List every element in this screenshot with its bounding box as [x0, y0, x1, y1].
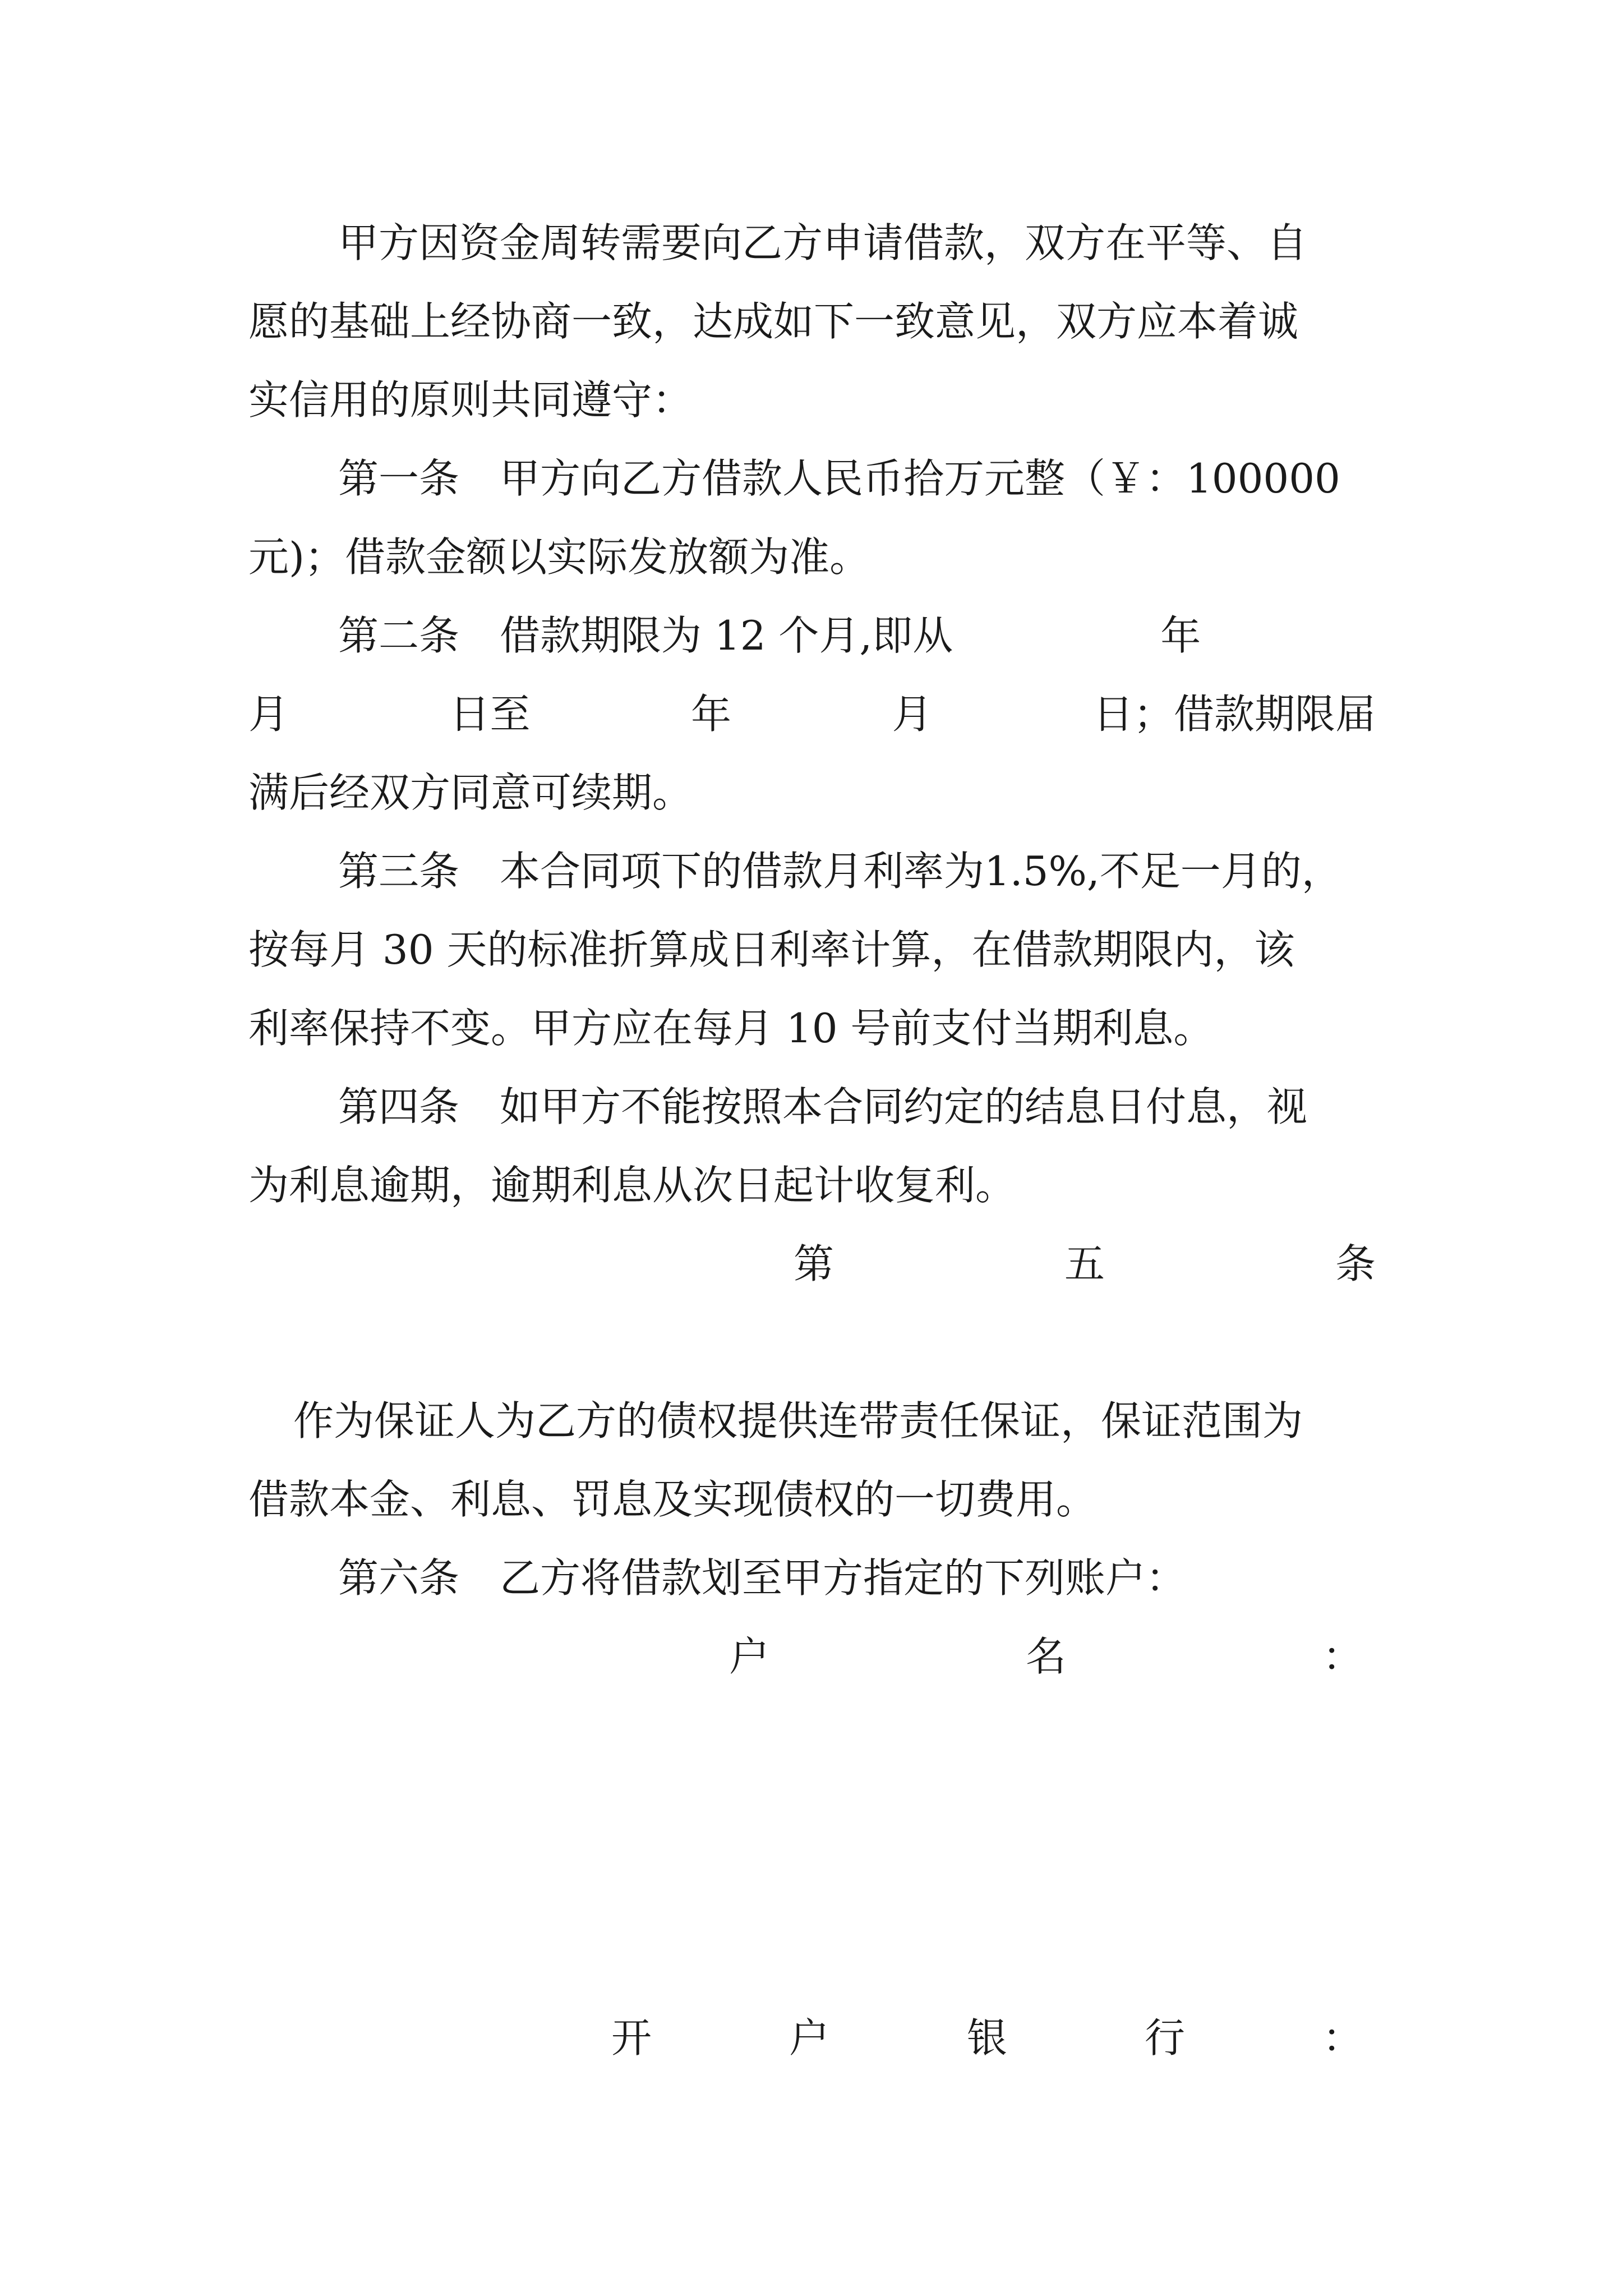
article-1-line-2: 元)；借款金额以实际发放额为准。 — [248, 533, 870, 581]
article-2-year-start: 年 — [1160, 612, 1201, 659]
article-2-day-end: 日；借款期限届 — [1092, 691, 1376, 738]
account-name-line — [729, 1626, 1363, 1687]
article-5-char-2: 五 — [1064, 1240, 1105, 1287]
article-5-char-1: 第 — [794, 1240, 834, 1287]
article-2-term-text: 第二条 借款期限为 12 个月,即从 — [338, 612, 953, 659]
bank-char-2: 户 — [789, 2014, 829, 2062]
article-5-heading — [794, 1233, 1376, 1295]
article-2-month-start: 月 — [248, 691, 289, 738]
intro-line-3: 实信用的原则共同遵守： — [248, 376, 693, 424]
article-3-line-2: 按每月 30 天的标准折算成日利率计算，在借款期限内，该 — [248, 926, 1295, 973]
intro-line-2: 愿的基础上经协商一致，达成如下一致意见，双方应本着诚 — [248, 298, 1299, 345]
article-2-line-3: 满后经双方同意可续期。 — [248, 769, 693, 816]
article-2-year-end: 年 — [690, 691, 731, 738]
article-3-line-1: 第三条 本合同项下的借款月利率为1.5%,不足一月的， — [338, 848, 1342, 895]
article-2-day-to: 日至 — [449, 691, 531, 738]
article-2-month-end: 月 — [892, 691, 933, 738]
article-5-line-2: 借款本金、利息、罚息及实现债权的一切费用。 — [248, 1476, 1097, 1523]
article-4-line-1: 第四条 如甲方不能按照本合同约定的结息日付息，视 — [338, 1083, 1308, 1130]
article-3-line-3: 利率保持不变。甲方应在每月 10 号前支付当期利息。 — [248, 1005, 1214, 1052]
article-1-line-1: 第一条 甲方向乙方借款人民币拾万元整（￥：100000 — [338, 455, 1340, 502]
bank-char-1: 开 — [611, 2014, 652, 2062]
article-6-line-1: 第六条 乙方将借款划至甲方指定的下列账户： — [338, 1554, 1187, 1602]
intro-line-1: 甲方因资金周转需要向乙方申请借款，双方在平等、自 — [338, 219, 1308, 266]
article-4-line-2: 为利息逾期，逾期利息从次日起计收复利。 — [248, 1162, 1016, 1209]
article-5-line-1: 作为保证人为乙方的债权提供连带责任保证，保证范围为 — [293, 1397, 1303, 1444]
account-name-colon: ： — [1322, 1633, 1363, 1680]
article-2-line-1 — [338, 605, 1376, 666]
article-5-char-3: 条 — [1335, 1240, 1376, 1287]
bank-colon: ： — [1322, 2014, 1363, 2062]
bank-char-3: 银 — [966, 2014, 1007, 2062]
account-name-char-1: 户 — [729, 1633, 770, 1680]
article-2-date-line — [248, 683, 1376, 745]
account-name-char-2: 名 — [1025, 1633, 1066, 1680]
bank-line — [611, 2007, 1363, 2069]
bank-char-4: 行 — [1144, 2014, 1185, 2062]
